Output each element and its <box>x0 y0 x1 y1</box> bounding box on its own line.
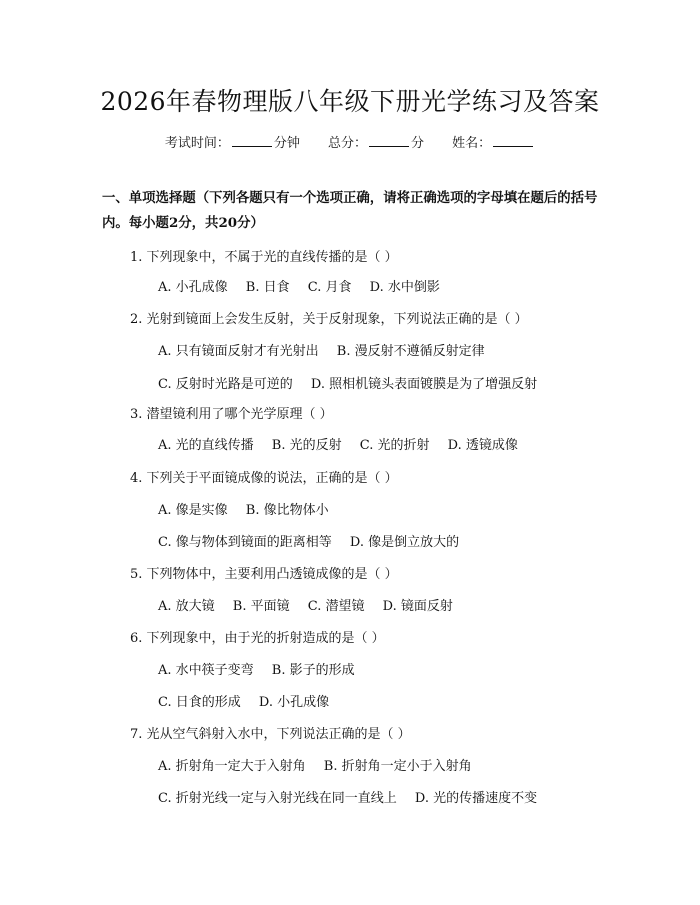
option-a: A. 放大镜 <box>158 599 215 614</box>
question-3: 3. 潜望镜利用了哪个光学原理（ ） <box>130 407 333 422</box>
exam-time-blank <box>232 135 272 147</box>
option-d: D. 光的传播速度不变 <box>414 791 538 806</box>
question-4-options-row-1 <box>158 499 343 518</box>
option-b: B. 折射角一定小于入射角 <box>323 759 472 774</box>
option-c: C. 月食 <box>307 280 352 295</box>
section-heading: 一、单项选择题（下列各题只有一个选项正确，请将正确选项的字母填在题后的括号内。每小题2分，共20分） <box>102 190 598 231</box>
option-b: B. 日食 <box>245 280 290 295</box>
total-score-label: 总分： <box>327 136 367 151</box>
page-title: 2026年春物理版八年级下册光学练习及答案 <box>100 87 600 116</box>
option-a: A. 只有镜面反射才有光射出 <box>158 344 319 359</box>
question-2: 2. 光射到镜面上会发生反射，关于反射现象，下列说法正确的是（ ） <box>130 312 528 327</box>
option-c: C. 光的折射 <box>359 438 430 453</box>
question-4-options-row-2 <box>158 531 473 550</box>
option-a: A. 像是实像 <box>158 503 228 518</box>
total-score-field <box>328 136 428 151</box>
option-b: B. 平面镜 <box>232 599 290 614</box>
option-a: A. 水中筷子变弯 <box>158 663 254 678</box>
total-score-blank <box>369 135 409 147</box>
exam-time-label: 考试时间： <box>164 136 230 151</box>
question-2-options-row-2 <box>158 373 551 392</box>
option-d: D. 小孔成像 <box>258 695 330 710</box>
option-d: D. 像是倒立放大的 <box>349 535 460 550</box>
name-blank <box>493 135 533 147</box>
option-b: B. 光的反射 <box>271 438 342 453</box>
option-d: D. 水中倒影 <box>369 280 440 295</box>
question-4: 4. 下列关于平面镜成像的说法，正确的是（ ） <box>130 471 398 486</box>
question-7-options-row-1 <box>158 755 486 774</box>
exam-info-line <box>0 132 700 151</box>
option-c: C. 折射光线一定与入射光线在同一直线上 <box>158 791 397 806</box>
question-1-options <box>158 276 454 295</box>
name-field <box>452 136 535 151</box>
question-7-options-row-2 <box>158 787 551 806</box>
option-d: D. 镜面反射 <box>382 599 453 614</box>
option-a: A. 光的直线传播 <box>158 438 254 453</box>
question-3-options <box>158 434 532 453</box>
option-c: C. 反射时光路是可逆的 <box>158 377 293 392</box>
option-a: A. 折射角一定大于入射角 <box>158 759 306 774</box>
question-6-options-row-1 <box>158 659 369 678</box>
option-c: C. 像与物体到镜面的距离相等 <box>158 535 332 550</box>
exam-time-unit: 分钟 <box>273 136 300 151</box>
question-6: 6. 下列现象中，由于光的折射造成的是（ ） <box>130 631 385 646</box>
question-6-options-row-2 <box>158 691 343 710</box>
option-b: B. 影子的形成 <box>271 663 355 678</box>
exam-time-field <box>165 136 304 151</box>
option-c: C. 日食的形成 <box>158 695 241 710</box>
option-d: D. 透镜成像 <box>447 438 518 453</box>
question-5-options <box>158 595 467 614</box>
option-d: D. 照相机镜头表面镀膜是为了增强反射 <box>310 377 538 392</box>
option-b: B. 像比物体小 <box>245 503 329 518</box>
question-7: 7. 光从空气斜射入水中，下列说法正确的是（ ） <box>130 727 411 742</box>
option-b: B. 漫反射不遵循反射定律 <box>336 344 485 359</box>
name-label: 姓名： <box>452 136 492 151</box>
option-c: C. 潜望镜 <box>307 599 365 614</box>
question-5: 5. 下列物体中，主要利用凸透镜成像的是（ ） <box>130 567 398 582</box>
question-1: 1. 下列现象中，不属于光的直线传播的是（ ） <box>130 250 398 265</box>
total-score-unit: 分 <box>411 136 425 151</box>
option-a: A. 小孔成像 <box>158 280 228 295</box>
question-2-options-row-1 <box>158 340 499 359</box>
